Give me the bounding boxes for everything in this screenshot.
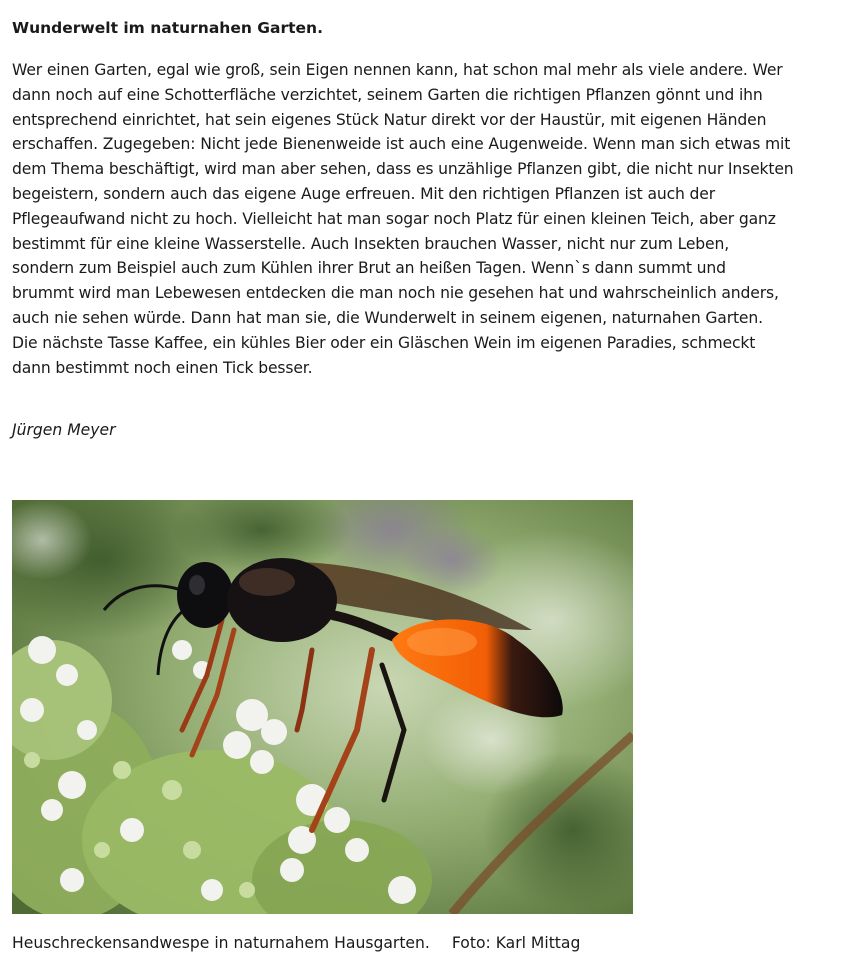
body-line: auch nie sehen würde. Dann hat man sie, die Wunderwelt in seinem eigenen, naturnahen Garten. — [12, 308, 763, 327]
body-line: Die nächste Tasse Kaffee, ein kühles Bier oder ein Gläschen Wein im eigenen Paradies, schmeckt — [12, 333, 756, 352]
article-body — [12, 58, 840, 380]
author-name: Jürgen Meyer — [12, 421, 116, 439]
wasp-photo — [12, 500, 633, 914]
article-title: Wunderwelt im naturnahen Garten. — [12, 19, 323, 37]
body-line: erschaffen. Zugegeben: Nicht jede Bienenweide ist auch eine Augenweide. Wenn man sich etwas mit — [12, 135, 791, 154]
body-line: begeistern, sondern auch das eigene Auge erfreuen. Mit den richtigen Pflanzen ist auch der — [12, 184, 716, 203]
document-page — [12, 0, 842, 970]
body-line: Pflegeaufwand nicht zu hoch. Vielleicht hat man sogar noch Platz für einen kleinen Teich, aber ganz — [12, 209, 776, 228]
body-line: dann noch auf eine Schotterfläche verzichtet, seinem Garten die richtigen Pflanzen gönnt und ihn — [12, 85, 763, 104]
caption-text: Heuschreckensandwespe in naturnahem Hausgarten. — [12, 934, 430, 952]
body-line: dann bestimmt noch einen Tick besser. — [12, 358, 313, 377]
body-line: Wer einen Garten, egal wie groß, sein Eigen nennen kann, hat schon mal mehr als viele andere. Wer — [12, 61, 783, 79]
body-line: sondern zum Beispiel auch zum Kühlen ihrer Brut an heißen Tagen. Wenn`s dann summt und — [12, 259, 726, 278]
body-line: entsprechend einrichtet, hat sein eigenes Stück Natur direkt vor der Haustür, mit eigenen Händen — [12, 110, 767, 129]
body-line: dem Thema beschäftigt, wird man aber sehen, dass es unzählige Pflanzen gibt, die nicht nur Insekten — [12, 160, 794, 179]
body-line: brummt wird man Lebewesen entdecken die man noch nie gesehen hat und wahrscheinlich anders, — [12, 284, 779, 303]
photo-caption — [12, 931, 580, 955]
photo-credit: Foto: Karl Mittag — [451, 934, 581, 952]
body-line: bestimmt für eine kleine Wasserstelle. Auch Insekten brauchen Wasser, nicht nur zum Leben, — [12, 234, 730, 253]
